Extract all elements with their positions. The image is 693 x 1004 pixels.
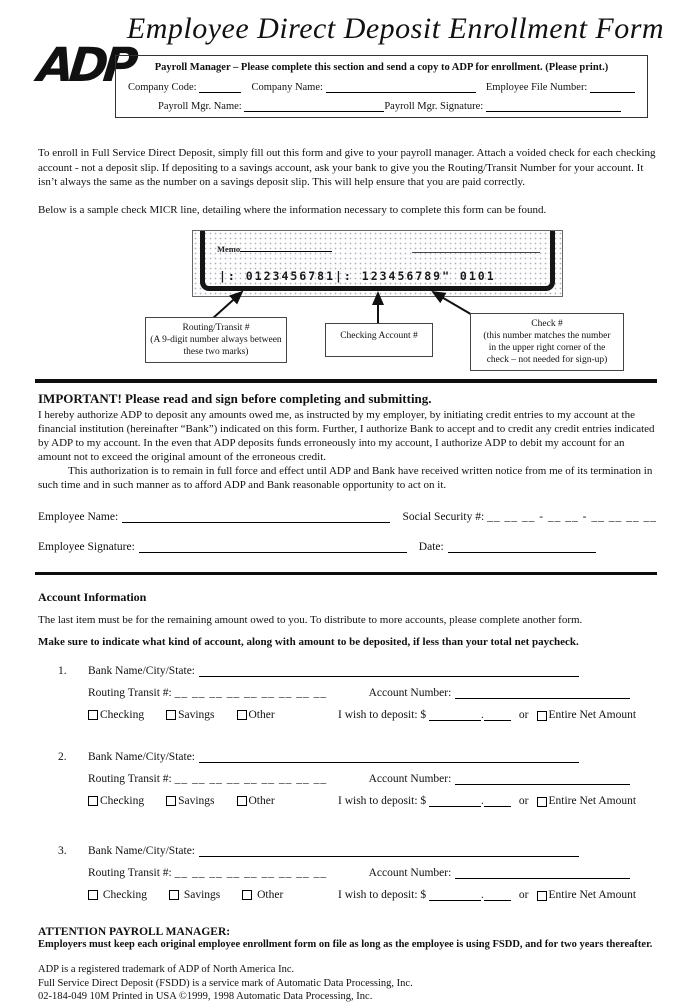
other-label: Other <box>257 889 284 901</box>
routing-transit-label: Routing Transit #: <box>88 687 172 699</box>
decimal-point: . <box>481 709 484 721</box>
deposit-dollars-field-1[interactable] <box>429 708 481 721</box>
ssn-field[interactable]: __ __ __ - __ __ - __ __ __ __ <box>487 510 657 523</box>
deposit-label: I wish to deposit: $ <box>338 709 427 721</box>
account-info-heading: Account Information <box>38 590 147 604</box>
attention-heading: ATTENTION PAYROLL MANAGER: <box>38 926 231 938</box>
company-code-label: Company Code: <box>128 82 197 93</box>
other-checkbox-3[interactable] <box>242 890 252 900</box>
footer-section <box>38 926 657 1004</box>
employee-name-field[interactable] <box>122 510 390 523</box>
check-number-callout: Check # (this number matches the number in the upper right corner of the check – not needed for sign-up) <box>470 313 624 371</box>
bank-name-field-3[interactable] <box>199 844 579 857</box>
employee-file-number-label: Employee File Number: <box>485 82 588 93</box>
or-label: or <box>518 889 529 901</box>
employee-signature-label: Employee Signature: <box>38 540 135 553</box>
account-row-3 <box>58 844 657 901</box>
row-number: 2. <box>58 751 67 763</box>
sample-check <box>192 230 563 297</box>
row-number: 3. <box>58 845 67 857</box>
page-title: Employee Direct Deposit Enrollment Form <box>126 12 665 45</box>
signature-block <box>38 510 657 553</box>
checking-checkbox-1[interactable] <box>88 710 98 720</box>
check-signature-line <box>412 252 540 253</box>
account-number-label: Account Number: <box>368 773 452 785</box>
payroll-manager-box <box>115 55 648 118</box>
routing-transit-label: Routing Transit #: <box>88 773 172 785</box>
entire-net-checkbox-1[interactable] <box>537 711 547 721</box>
account-number-field-1[interactable] <box>455 686 630 699</box>
bank-name-field-1[interactable] <box>199 664 579 677</box>
date-field[interactable] <box>448 540 596 553</box>
savings-label: Savings <box>183 889 221 901</box>
authorization-paragraph-1: I hereby authorize ADP to deposit any amounts owed me, as instructed by my employer, by initiating credit entries to my account at the financial institution (hereinafter “Bank”) indicated on this form. Further, I authorize Bank to accept and to credit any credit entries indicated by ADP to my account. In the even that ADP deposits funds erroneously into my account, I authorize ADP to debit my account for an amount not to exceed the original amount of the erroneous credit. <box>38 408 655 463</box>
authorization-paragraph-2: This authorization is to remain in full force and effect until ADP and Bank have received written notice from me of its termination in such time and in such manner as to afford ADP and Bank reasonable opportunity to act on it. <box>38 464 653 491</box>
micr-intro-paragraph: Below is a sample check MICR line, detailing where the information necessary to complete this form can be found. <box>38 203 547 216</box>
checking-label: Checking <box>100 795 145 807</box>
savings-label: Savings <box>178 709 215 721</box>
savings-checkbox-3[interactable] <box>169 890 179 900</box>
savings-checkbox-1[interactable] <box>166 710 176 720</box>
bank-name-label: Bank Name/City/State: <box>88 751 195 763</box>
other-checkbox-2[interactable] <box>237 796 247 806</box>
company-name-field[interactable] <box>326 80 476 93</box>
deposit-label: I wish to deposit: $ <box>338 889 427 901</box>
company-name-label: Company Name: <box>251 82 323 93</box>
entire-net-checkbox-2[interactable] <box>537 797 547 807</box>
ssn-label: Social Security #: <box>402 510 485 523</box>
decimal-point: . <box>481 795 484 807</box>
employee-file-number-field[interactable] <box>590 80 635 93</box>
decimal-point: . <box>481 889 484 901</box>
deposit-cents-field-3[interactable] <box>484 888 511 901</box>
checking-account-callout: Checking Account # <box>325 323 433 357</box>
payroll-mgr-signature-field[interactable] <box>486 99 621 112</box>
account-number-label: Account Number: <box>368 867 452 879</box>
deposit-cents-field-1[interactable] <box>484 708 511 721</box>
account-row-1 <box>58 664 657 721</box>
entire-net-label: Entire Net Amount <box>548 795 637 807</box>
divider-bottom <box>35 572 657 576</box>
checking-label: Checking <box>100 709 145 721</box>
divider-top <box>35 379 657 383</box>
authorization-section <box>38 391 657 492</box>
routing-callout: Routing/Transit # (A 9-digit number always between these two marks) <box>145 317 287 363</box>
account-number-field-2[interactable] <box>455 772 630 785</box>
account-row-2 <box>58 750 657 807</box>
checking-label: Checking <box>102 889 147 901</box>
date-label: Date: <box>418 540 444 553</box>
deposit-dollars-field-2[interactable] <box>429 794 481 807</box>
or-label: or <box>518 709 529 721</box>
trademark-line-2: Full Service Direct Deposit (FSDD) is a service mark of Automatic Data Processing, Inc. <box>38 977 413 989</box>
account-info-section <box>38 590 657 648</box>
payroll-mgr-name-label: Payroll Mgr. Name: <box>158 101 242 112</box>
checking-checkbox-3[interactable] <box>88 890 98 900</box>
employee-name-label: Employee Name: <box>38 510 119 523</box>
payroll-mgr-name-field[interactable] <box>244 99 384 112</box>
micr-line: |: 0123456781|: 123456789" 0101 <box>219 269 496 283</box>
bank-name-label: Bank Name/City/State: <box>88 665 195 677</box>
bank-name-label: Bank Name/City/State: <box>88 845 195 857</box>
trademark-line-1: ADP is a registered trademark of ADP of North America Inc. <box>38 964 295 975</box>
adp-logo: ADP <box>35 38 136 93</box>
routing-transit-label: Routing Transit #: <box>88 867 172 879</box>
deposit-dollars-field-3[interactable] <box>429 888 481 901</box>
attention-note: Employers must keep each original employee enrollment form on file as long as the employee is using FSDD, and for two years thereafter. <box>38 939 653 950</box>
other-checkbox-1[interactable] <box>237 710 247 720</box>
memo-label: Memo <box>217 242 332 254</box>
sample-check-diagram <box>0 223 693 375</box>
account-number-label: Account Number: <box>368 687 452 699</box>
other-label: Other <box>248 709 275 721</box>
account-info-note: The last item must be for the remaining amount owed to you. To distribute to more accounts, please complete another form. <box>38 614 583 626</box>
entire-net-checkbox-3[interactable] <box>537 891 547 901</box>
entire-net-label: Entire Net Amount <box>548 709 637 721</box>
other-label: Other <box>248 795 275 807</box>
account-number-field-3[interactable] <box>455 866 630 879</box>
bank-name-field-2[interactable] <box>199 750 579 763</box>
form-header <box>0 0 693 133</box>
print-code-line: 02-184-049 10M Printed in USA ©1999, 1998 Automatic Data Processing, Inc. <box>38 991 373 1002</box>
payroll-manager-heading: Payroll Manager – Please complete this section and send a copy to ADP for enrollment. (Please print.) <box>154 62 609 73</box>
routing-transit-field-1[interactable]: __ __ __ __ __ __ __ __ __ <box>174 687 328 699</box>
or-label: or <box>518 795 529 807</box>
deposit-label: I wish to deposit: $ <box>338 795 427 807</box>
checking-checkbox-2[interactable] <box>88 796 98 806</box>
intro-paragraph: To enroll in Full Service Direct Deposit, simply fill out this form and give to your payroll manager. Attach a voided check for each checking account - not a deposit slip. If depositing to a savings account, ask your bank to give you the Routing/Transit Number for your account. It isn’t always the same as the number on a savings deposit slip. This will help ensure that you are paid correctly. <box>38 147 656 188</box>
routing-transit-field-2[interactable]: __ __ __ __ __ __ __ __ __ <box>174 773 328 785</box>
routing-transit-field-3[interactable]: __ __ __ __ __ __ __ __ __ <box>174 867 328 879</box>
company-code-field[interactable] <box>199 80 241 93</box>
savings-checkbox-2[interactable] <box>166 796 176 806</box>
row-number: 1. <box>58 665 67 677</box>
account-info-bold-note: Make sure to indicate what kind of account, along with amount to be deposited, if less than your total net paycheck. <box>38 636 579 648</box>
deposit-cents-field-2[interactable] <box>484 794 511 807</box>
entire-net-label: Entire Net Amount <box>548 889 637 901</box>
employee-signature-field[interactable] <box>139 540 407 553</box>
payroll-mgr-signature-label: Payroll Mgr. Signature: <box>384 101 484 112</box>
savings-label: Savings <box>178 795 215 807</box>
important-heading: IMPORTANT! Please read and sign before completing and submitting. <box>38 390 432 406</box>
